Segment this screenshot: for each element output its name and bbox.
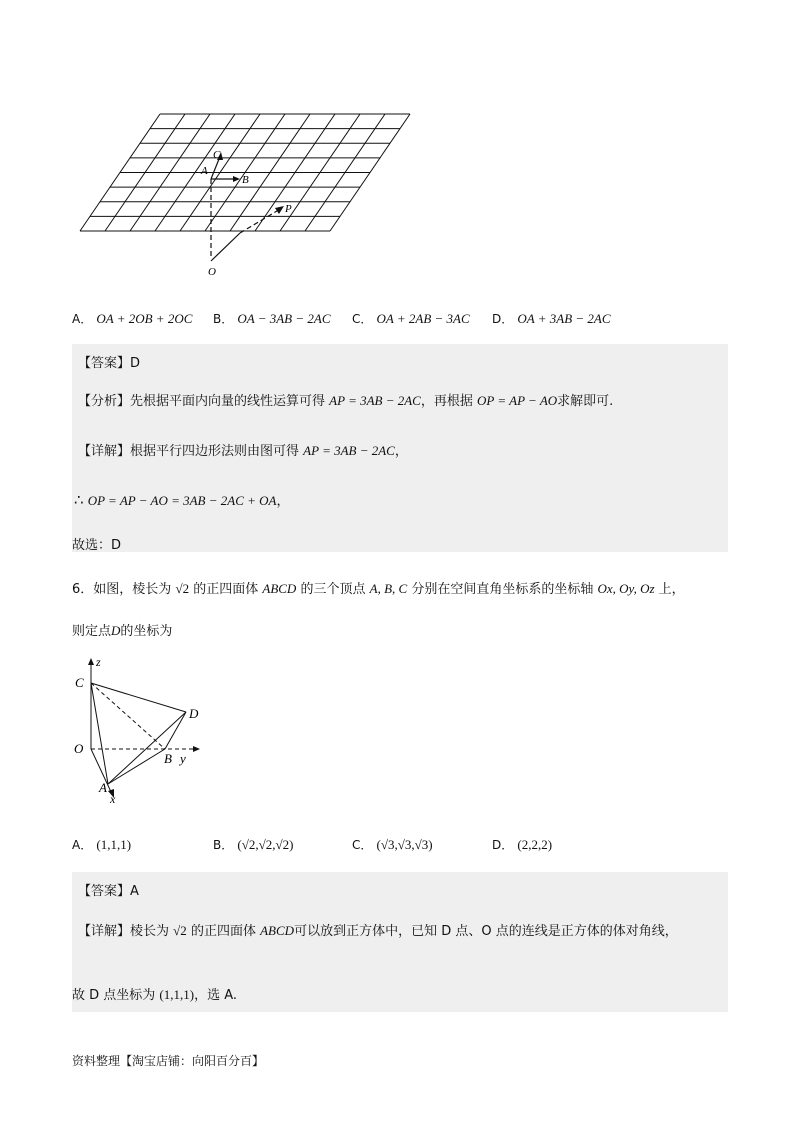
label-a: A bbox=[99, 780, 107, 795]
analysis-text: ，再根据 bbox=[420, 394, 473, 409]
label-o: O bbox=[74, 741, 84, 756]
stem-text: 的坐标为 bbox=[120, 624, 173, 639]
stem-text: 的正四面体 bbox=[193, 582, 259, 597]
option-expr: (√3,√3,√3) bbox=[376, 837, 433, 852]
analysis-text: 先根据平面内向量的线性运算可得 bbox=[130, 394, 326, 409]
detail-text: 故 D 点坐标为 bbox=[72, 988, 156, 1003]
option-label: C． bbox=[352, 312, 373, 326]
q6-option-c[interactable] bbox=[352, 836, 433, 853]
stem-math: √2 bbox=[175, 581, 190, 596]
answer-tag: 【答案】 bbox=[78, 884, 131, 899]
detail-text: 棱长为 bbox=[130, 924, 170, 939]
label-z: z bbox=[96, 655, 101, 669]
option-label: B． bbox=[213, 838, 234, 852]
grid-figure bbox=[70, 108, 420, 283]
answer-value: D bbox=[130, 356, 141, 371]
edge-bd bbox=[165, 712, 186, 749]
therefore-symbol: ∴ bbox=[74, 491, 84, 509]
q6-option-a[interactable] bbox=[72, 836, 131, 853]
answer-tag: 【答案】 bbox=[78, 356, 131, 371]
detail-text: ， bbox=[394, 444, 408, 459]
analysis-expr: OP = AP − AO bbox=[477, 393, 558, 408]
stem-math: D bbox=[111, 623, 121, 638]
edge-ab bbox=[108, 749, 165, 784]
tetrahedron-figure bbox=[70, 652, 220, 807]
stem-text: 则定点 bbox=[72, 624, 112, 639]
q6-answer-box bbox=[72, 872, 728, 1012]
analysis-text: 求解即可. bbox=[557, 394, 614, 409]
option-label: C． bbox=[352, 838, 373, 852]
derivation-expr: OP = AP − AO = 3AB − 2AC + OA bbox=[87, 493, 277, 508]
q5-option-d[interactable] bbox=[492, 310, 611, 327]
edge-cd bbox=[91, 683, 186, 712]
vector-op-hidden bbox=[240, 208, 282, 233]
stem-text: 分别在空间直角坐标系的坐标轴 bbox=[411, 582, 594, 597]
choose-text: 故选：D bbox=[72, 538, 122, 553]
q6-stem-line2 bbox=[72, 620, 172, 639]
label-x: x bbox=[110, 792, 116, 806]
option-label: A． bbox=[72, 312, 93, 326]
label-c: C bbox=[75, 675, 84, 690]
stem-text: 的三个顶点 bbox=[300, 582, 366, 597]
stem-math: A, B, C bbox=[369, 581, 408, 596]
label-b: B bbox=[242, 174, 249, 186]
option-expr: (√2,√2,√2) bbox=[237, 837, 294, 852]
label-c: C bbox=[213, 149, 221, 161]
q5-option-c[interactable] bbox=[352, 310, 470, 327]
label-y: y bbox=[180, 751, 186, 766]
label-p: P bbox=[285, 203, 292, 215]
detail-text: ， bbox=[276, 494, 290, 509]
option-expr: (1,1,1) bbox=[96, 837, 132, 852]
q5-detail-line bbox=[78, 440, 408, 459]
analysis-tag: 【分析】 bbox=[78, 394, 131, 409]
q5-analysis-line bbox=[78, 390, 613, 409]
detail-text: 可以放到正方体中，已知 D 点、O 点的连线是正方体的体对角线， bbox=[294, 924, 678, 939]
label-a: A bbox=[201, 165, 208, 177]
detail-math: √2 bbox=[173, 923, 187, 938]
option-label: A． bbox=[72, 838, 93, 852]
detail-tag: 【详解】 bbox=[78, 444, 131, 459]
q5-answer-box bbox=[72, 344, 728, 552]
label-d: D bbox=[189, 706, 199, 721]
q5-derivation-line bbox=[74, 490, 290, 509]
label-b: B bbox=[164, 751, 172, 766]
edge-cb bbox=[91, 683, 165, 749]
detail-math: (1,1,1) bbox=[159, 987, 195, 1002]
stem-text: 如图，棱长为 bbox=[93, 582, 172, 597]
detail-text: ，选 A. bbox=[194, 988, 238, 1003]
stem-math: Ox, Oy, Oz bbox=[597, 581, 655, 596]
q5-options bbox=[72, 306, 732, 328]
option-expr: (2,2,2) bbox=[517, 837, 553, 852]
stem-math: ABCD bbox=[262, 581, 297, 596]
option-expr: OA + 2OB + 2OC bbox=[96, 311, 193, 326]
q6-option-b[interactable] bbox=[213, 836, 293, 853]
detail-expr: AP = 3AB − 2AC bbox=[303, 443, 395, 458]
q5-choose-line bbox=[72, 534, 121, 553]
stem-text: 上， bbox=[658, 582, 685, 597]
arrow-head-p bbox=[275, 206, 284, 214]
label-o: O bbox=[208, 266, 216, 278]
detail-text: 的正四面体 bbox=[190, 924, 256, 939]
z-axis-arrow bbox=[88, 658, 94, 665]
option-expr: OA + 2AB − 3AC bbox=[376, 311, 470, 326]
vector-op bbox=[211, 233, 240, 261]
footer-source: 资料整理【淘宝店铺：向阳百分百】 bbox=[72, 1054, 265, 1068]
question-number: 6． bbox=[72, 582, 94, 597]
edge-ad bbox=[108, 712, 186, 784]
q5-option-a[interactable] bbox=[72, 310, 192, 327]
q6-option-d[interactable] bbox=[492, 836, 552, 853]
analysis-expr: AP = 3AB − 2AC bbox=[329, 393, 421, 408]
y-axis-arrow bbox=[193, 746, 200, 752]
q6-stem-line1 bbox=[72, 578, 685, 597]
option-expr: OA − 3AB − 2AC bbox=[237, 311, 331, 326]
detail-math: ABCD bbox=[260, 923, 295, 938]
option-label: B． bbox=[213, 312, 234, 326]
option-expr: OA + 3AB − 2AC bbox=[517, 311, 611, 326]
detail-text: 根据平行四边形法则由图可得 bbox=[130, 444, 300, 459]
answer-value: A bbox=[130, 884, 139, 899]
option-label: D． bbox=[492, 838, 514, 852]
q6-detail-line1 bbox=[78, 920, 678, 939]
edge-ca bbox=[91, 683, 108, 784]
q5-answer-line bbox=[78, 352, 140, 371]
detail-tag: 【详解】 bbox=[78, 924, 131, 939]
q6-detail-line2 bbox=[72, 984, 237, 1003]
option-label: D． bbox=[492, 312, 514, 326]
q5-option-b[interactable] bbox=[213, 310, 331, 327]
q6-answer-line bbox=[78, 880, 139, 899]
q6-options bbox=[72, 832, 732, 856]
